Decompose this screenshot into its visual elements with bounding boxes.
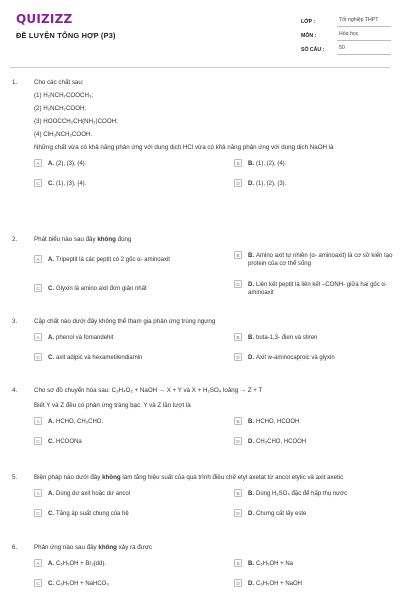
meta-label: SỐ CÂU : <box>301 46 325 53</box>
page-title: ĐỀ LUYỆN TỔNG HỢP (P3) <box>16 31 116 40</box>
option-key: B. <box>248 161 254 168</box>
question-text-part: Phản ứng nào sau đây <box>34 544 97 551</box>
answer-option-b[interactable] <box>234 334 394 342</box>
option-text: HCHO, HCOOH <box>256 419 300 426</box>
question-text <box>34 474 388 482</box>
option-text: Amino axit tự nhiên (α- aminoaxit) là cơ sở kiến tạo protein của cơ thể sống <box>248 253 393 268</box>
answer-option-b[interactable] <box>234 560 394 568</box>
option-key: C. <box>48 581 54 588</box>
quizizz-logo: QUIZIZZ <box>16 12 73 26</box>
meta-label: MÔN : <box>301 32 317 39</box>
question-text-part: Biện pháp nào dưới đây <box>34 474 101 481</box>
question-text-part: Phát biểu nào sau đây <box>34 236 96 243</box>
option-box[interactable]: D <box>234 179 242 187</box>
option-key: D. <box>248 439 254 446</box>
option-box[interactable]: D <box>234 437 242 445</box>
option-text: HCHO, CH₃CHO. <box>56 419 104 426</box>
question-2 <box>12 236 393 298</box>
option-key: A. <box>48 335 54 342</box>
question-number: 1. <box>12 79 18 86</box>
question-text-part: đúng <box>117 236 132 243</box>
question-number: 3. <box>12 318 18 325</box>
answer-option-c[interactable] <box>34 580 194 588</box>
option-box[interactable]: A <box>34 489 42 497</box>
question-text: Cặp chất nào dưới đây không thể tham gia phản ứng trùng ngưng <box>34 318 216 325</box>
option-text: Dùng dư axit hoặc dư ancol <box>56 491 131 498</box>
answer-option-a[interactable] <box>34 256 194 264</box>
meta-row-subject <box>301 29 391 43</box>
question-text: Cho các chất sau: <box>34 79 84 86</box>
option-key: A. <box>48 419 54 426</box>
option-text: C₆H₅OH + Na <box>256 561 294 568</box>
question-text: Những chất vừa có khả năng phản ứng với dung dịch HCl vừa có khả năng phản ứng với dung dịch NaOH là <box>34 144 334 152</box>
option-text: Dùng H₂SO₄ đặc để hấp thụ nước <box>256 491 348 498</box>
answer-option-b[interactable] <box>234 160 394 168</box>
option-key: D. <box>248 581 254 588</box>
option-key: A. <box>48 561 54 568</box>
question-keyword: không <box>102 474 121 481</box>
option-key: B. <box>248 561 254 568</box>
answer-options <box>34 488 388 522</box>
question-keyword: không <box>97 236 116 243</box>
option-box[interactable]: B <box>234 417 242 425</box>
option-key: C. <box>48 181 54 188</box>
option-text: C₆H₅OH + NaOH <box>256 581 303 588</box>
option-key: D. <box>248 282 254 289</box>
option-box[interactable]: A <box>34 255 42 263</box>
answer-option-a[interactable] <box>34 560 194 568</box>
answer-option-b[interactable] <box>234 418 394 426</box>
answer-options <box>34 158 388 192</box>
question-text-part: xảy ra được <box>118 544 152 551</box>
question-text <box>34 544 388 552</box>
option-box[interactable]: D <box>234 509 242 517</box>
option-key: C. <box>48 439 54 446</box>
option-text: Axit w-aminocaproic và glyxin <box>256 355 335 362</box>
question-3 <box>12 318 388 366</box>
question-text: Biết Y và Z đều có phản ứng tráng bạc. Y và Z lần lượt là <box>34 402 191 410</box>
option-box[interactable]: B <box>234 489 242 497</box>
option-text: (1), (2), (3). <box>256 181 287 188</box>
question-text: Cho sơ đồ chuyển hóa sau: C₃H₄O₂ + NaOH → X + Y và X + H₂SO₄ loãng → Z + T <box>34 387 263 394</box>
option-box[interactable]: C <box>34 437 42 445</box>
option-text: Glyxin là amino axit đơn giản nhất <box>56 286 147 293</box>
option-text: (2), (3), (4). <box>56 161 87 168</box>
option-box[interactable]: C <box>34 284 42 292</box>
answer-option-c[interactable] <box>34 354 194 362</box>
option-key: C. <box>48 511 54 518</box>
question-number: 5. <box>12 474 18 481</box>
option-box[interactable]: A <box>34 559 42 567</box>
option-box[interactable]: C <box>34 579 42 587</box>
option-box[interactable]: A <box>34 159 42 167</box>
question-text <box>34 236 388 244</box>
option-text: Chưng cất lấy este <box>256 511 307 518</box>
answer-options <box>34 250 393 298</box>
option-text: Tripeptit là các peptit có 2 gốc α- aminoaxit <box>56 257 170 264</box>
answer-options <box>34 332 388 366</box>
question-5 <box>12 474 388 522</box>
option-key: B. <box>248 335 254 342</box>
option-key: B. <box>248 491 254 498</box>
option-box[interactable]: A <box>34 333 42 341</box>
option-key: D. <box>248 355 254 362</box>
option-key: C. <box>48 286 54 293</box>
option-text: Liên kết peptit là liên kết –CONH- giữa hai gốc α-aminoaxit <box>248 282 387 297</box>
meta-value: 50 <box>337 45 391 55</box>
option-text: HCOONa <box>56 439 82 446</box>
option-text: (1), (2), (4). <box>256 161 287 168</box>
answer-option-d[interactable] <box>234 438 394 446</box>
option-text: buta-1,3- đien và stiren <box>256 335 318 342</box>
question-4 <box>12 387 388 450</box>
option-box[interactable]: B <box>234 333 242 341</box>
option-key: B. <box>248 419 254 426</box>
answer-options <box>34 558 388 592</box>
answer-option-a[interactable] <box>34 490 194 498</box>
question-text: (1) H₂NCH₂COOCH₃; <box>34 92 94 100</box>
option-text: C₆H₅OH + NaHCO₃ <box>56 581 109 588</box>
answer-option-d[interactable] <box>234 354 394 362</box>
option-key: C. <box>48 355 54 362</box>
option-text: Tăng áp suất chung của hệ <box>56 511 129 518</box>
answer-option-a[interactable] <box>34 334 194 342</box>
option-box[interactable]: D <box>234 579 242 587</box>
option-box[interactable]: C <box>34 509 42 517</box>
answer-option-b[interactable] <box>234 490 394 498</box>
answer-option-d[interactable] <box>234 510 394 518</box>
option-box[interactable]: B <box>234 559 242 567</box>
answer-option-c[interactable] <box>34 180 194 188</box>
option-text: axit adipic và hexametilendiamin <box>56 355 143 362</box>
meta-row-count <box>301 43 391 57</box>
meta-panel <box>301 15 391 57</box>
option-text: C₆H₅OH + Br₂(dd). <box>56 561 107 568</box>
answer-option-c[interactable] <box>34 510 194 518</box>
question-text: (3) HOOCCH₂CH(NH₂)COOH; <box>34 118 118 126</box>
option-box[interactable]: C <box>34 179 42 187</box>
answer-option-a[interactable] <box>34 160 194 168</box>
question-text: (4) ClH₃NCH₂COOH. <box>34 131 93 139</box>
option-key: A. <box>48 161 54 168</box>
option-box[interactable]: D <box>234 280 242 288</box>
answer-option-d[interactable] <box>234 281 399 297</box>
answer-option-c[interactable] <box>34 285 194 293</box>
answer-options <box>34 416 388 450</box>
option-text: phenol và fomandehit <box>56 335 114 342</box>
option-box[interactable]: A <box>34 417 42 425</box>
answer-option-d[interactable] <box>234 180 394 188</box>
option-key: D. <box>248 181 254 188</box>
question-1 <box>12 79 388 192</box>
option-box[interactable]: C <box>34 353 42 361</box>
answer-option-a[interactable] <box>34 418 194 426</box>
question-number: 4. <box>12 387 18 394</box>
option-text: CH₃CHO, HCOOH <box>256 439 307 446</box>
meta-label: LỚP : <box>301 18 316 25</box>
option-box[interactable]: B <box>234 159 242 167</box>
question-keyword: không <box>98 544 117 551</box>
option-key: A. <box>48 257 54 264</box>
meta-row-class <box>301 15 391 29</box>
question-number: 6. <box>12 544 18 551</box>
option-key: D. <box>248 511 254 518</box>
question-number: 2. <box>12 236 18 243</box>
answer-option-b[interactable] <box>234 252 399 268</box>
question-text: (2) H₂NCH₂COOH; <box>34 105 87 113</box>
option-text: (1), (3), (4). <box>56 181 87 188</box>
answer-option-d[interactable] <box>234 580 394 588</box>
question-text-part: làm tăng hiệu suất của quá trình điều chế etyl axetat từ ancol etylic và axit axetic <box>122 474 344 481</box>
option-box[interactable]: B <box>234 251 242 259</box>
question-6 <box>12 544 388 592</box>
option-key: A. <box>48 491 54 498</box>
option-key: B. <box>248 253 254 260</box>
option-box[interactable]: D <box>234 353 242 361</box>
meta-value: Hóa học <box>337 31 391 41</box>
answer-option-c[interactable] <box>34 438 194 446</box>
header-divider <box>10 67 390 68</box>
meta-value: Tốt nghiệp THPT <box>337 17 391 27</box>
